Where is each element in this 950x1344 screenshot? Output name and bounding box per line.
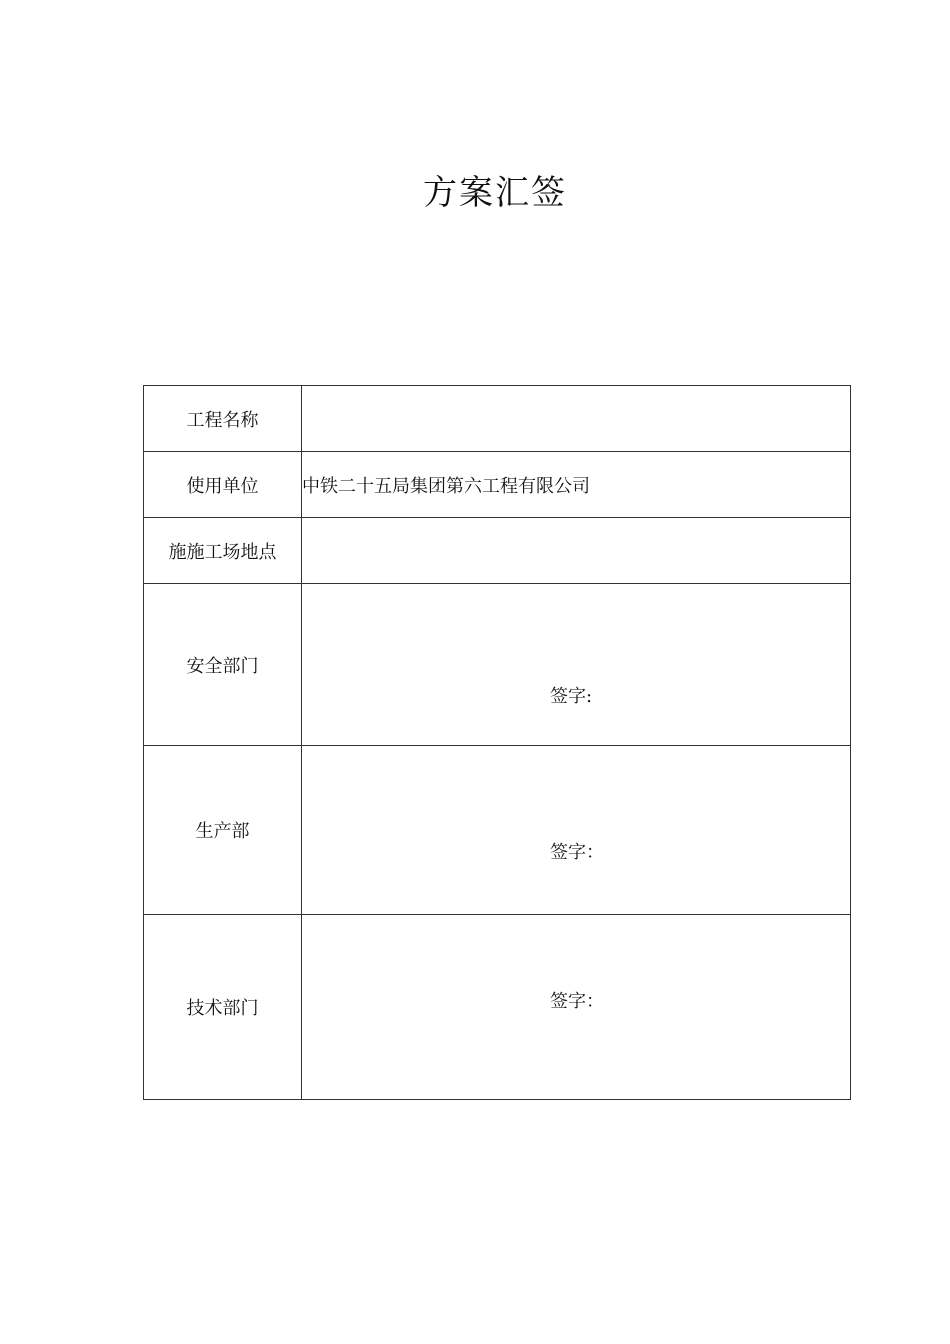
table-row xyxy=(144,386,851,452)
table-row xyxy=(144,518,851,584)
technical-dept-signature-cell xyxy=(302,915,851,1100)
production-dept-signature-label: 签字： xyxy=(550,842,604,863)
site-location-label: 施施工场地点 xyxy=(144,518,302,584)
table-row xyxy=(144,915,851,1100)
project-name-value xyxy=(302,386,851,452)
safety-dept-signature-cell xyxy=(302,584,851,746)
production-dept-signature-cell xyxy=(302,746,851,915)
user-unit-label: 使用单位 xyxy=(144,452,302,518)
production-dept-label: 生产部 xyxy=(144,746,302,915)
safety-dept-label: 安全部门 xyxy=(144,584,302,746)
technical-dept-signature-label: 签字： xyxy=(550,991,604,1012)
page-title: 方案汇签 xyxy=(423,173,567,213)
project-name-label: 工程名称 xyxy=(144,386,302,452)
safety-dept-signature-label: 签字: xyxy=(550,686,593,707)
table-row xyxy=(144,452,851,518)
table-row xyxy=(144,746,851,915)
user-unit-value: 中铁二十五局集团第六工程有限公司 xyxy=(302,452,851,518)
table-row xyxy=(144,584,851,746)
site-location-value xyxy=(302,518,851,584)
technical-dept-label: 技术部门 xyxy=(144,915,302,1100)
approval-table xyxy=(143,385,851,1100)
